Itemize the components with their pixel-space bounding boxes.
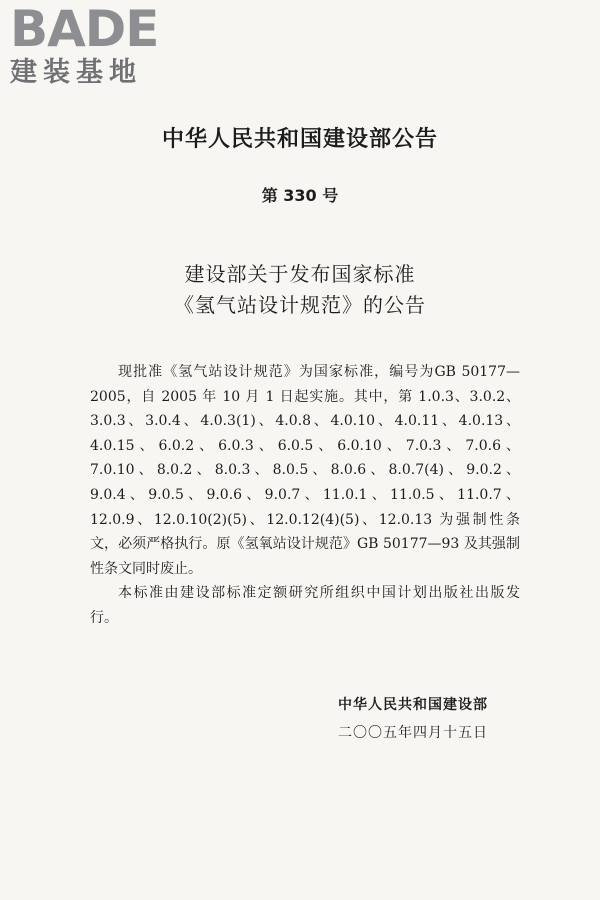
body-line: 性条文同时废止。 xyxy=(90,560,202,577)
paragraph-1 xyxy=(90,360,520,581)
logo-subtitle: 建装基地 xyxy=(10,57,142,88)
body-line: 9.0.4、9.0.5、9.0.6、9.0.7、11.0.1、11.0.5、11.0.7、 xyxy=(90,486,520,503)
body-line: 4.0.15、6.0.2、6.0.3、6.0.5、6.0.10、7.0.3、7.0.6、 xyxy=(90,437,520,454)
body-line: 2005，自 2005 年 10 月 1 日起实施。其中，第 1.0.3、3.0.2、 xyxy=(90,388,520,405)
issue-date: 二〇〇五年四月十五日 xyxy=(338,725,488,741)
body-line: 3.0.3、3.0.4、4.0.3(1)、4.0.8、4.0.10、4.0.11、4.0.13、 xyxy=(90,413,520,430)
announcement-title: 中华人民共和国建设部公告 xyxy=(161,127,438,152)
body-line: 12.0.9、12.0.10(2)(5)、12.0.12(4)(5)、12.0.13 为强制性条 xyxy=(90,511,520,528)
body-line: 行。 xyxy=(90,609,118,626)
announcement-subtitle-line-2: 《氢气站设计规范》的公告 xyxy=(174,293,426,317)
announcement-body xyxy=(90,360,520,631)
paragraph-2 xyxy=(90,581,520,630)
issuer-signature: 中华人民共和国建设部 xyxy=(338,697,488,713)
body-line: 7.0.10、8.0.2、8.0.3、8.0.5、8.0.6、8.0.7(4)、9.0.2、 xyxy=(90,462,520,479)
announcement-number: 第 330 号 xyxy=(261,186,339,205)
body-line: 文，必须严格执行。原《氢氧站设计规范》GB 50177—93 及其强制 xyxy=(90,536,520,553)
body-line: 本标准由建设部标准定额研究所组织中国计划出版社出版发 xyxy=(118,585,520,602)
body-line: 现批准《氢气站设计规范》为国家标准，编号为GB 50177— xyxy=(118,364,520,380)
logo-wordmark: BADE xyxy=(10,0,159,58)
announcement-subtitle-line-1: 建设部关于发布国家标准 xyxy=(184,262,416,286)
bade-logo xyxy=(10,0,180,94)
